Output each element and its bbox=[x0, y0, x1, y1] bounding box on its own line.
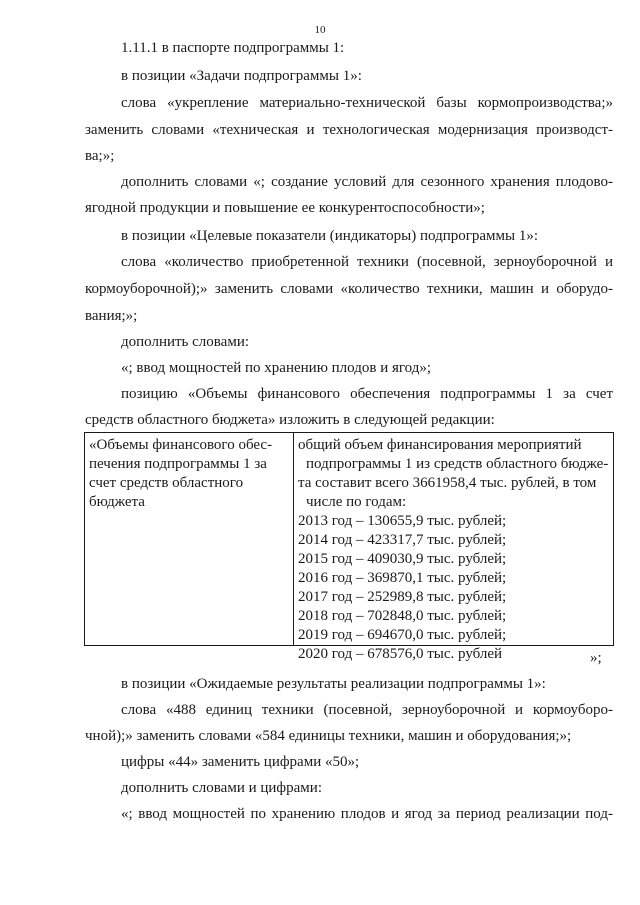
paragraph-line: чной);» заменить словами «584 единицы техники, машин и оборудования;»; bbox=[85, 728, 572, 744]
paragraph-line: слова «488 единиц техники (посевной, зерноуборочной и кормоуборо- bbox=[121, 702, 613, 718]
paragraph-line: средств областного бюджета» изложить в следующей редакции: bbox=[85, 412, 495, 428]
left-cell-line: счет средств областного bbox=[89, 475, 244, 491]
paragraph-line: в позиции «Ожидаемые результаты реализации подпрограммы 1»: bbox=[121, 676, 546, 692]
year-amount-line: 2014 год – 423317,7 тыс. рублей; bbox=[298, 532, 507, 548]
position-tasks-heading: в позиции «Задачи подпрограммы 1»: bbox=[121, 68, 362, 84]
paragraph-line: ягодной продукции и повышение ее конкурентоспособности»; bbox=[85, 200, 485, 216]
paragraph-line: кормоуборочной);» заменить словами «количество техники, машин и оборудо- bbox=[85, 281, 613, 297]
right-cell-line: общий объем финансирования мероприятий bbox=[298, 437, 582, 453]
paragraph-line: дополнить словами: bbox=[121, 334, 250, 350]
paragraph-line: ва;»; bbox=[85, 148, 115, 164]
year-amount-line: 2015 год – 409030,9 тыс. рублей; bbox=[298, 551, 507, 567]
paragraph-line: в позиции «Целевые показатели (индикаторы) подпрограммы 1»: bbox=[121, 228, 539, 244]
left-cell-line: «Объемы финансового обес- bbox=[89, 437, 273, 453]
paragraph-line: слова «количество приобретенной техники (посевной, зерноуборочной и bbox=[121, 254, 613, 270]
table-left-cell bbox=[89, 436, 289, 512]
right-cell-line: подпрограммы 1 из средств областного бюдже- bbox=[306, 456, 609, 472]
year-amount-line: 2016 год – 369870,1 тыс. рублей; bbox=[298, 570, 507, 586]
paragraph-line: вания;»; bbox=[85, 308, 138, 324]
paragraph-line: цифры «44» заменить цифрами «50»; bbox=[121, 754, 360, 770]
left-cell-line: печения подпрограммы 1 за bbox=[89, 456, 267, 472]
paragraph-line: «; ввод мощностей по хранению плодов и ягод»; bbox=[121, 360, 432, 376]
page-number: 10 bbox=[314, 24, 326, 36]
right-cell-line: числе по годам: bbox=[306, 494, 407, 510]
paragraph-line: позицию «Объемы финансового обеспечения подпрограммы 1 за счет bbox=[121, 386, 613, 402]
paragraph-line: заменить словами «техническая и технологическая модернизация производст- bbox=[85, 122, 613, 138]
section-heading: 1.11.1 в паспорте подпрограммы 1: bbox=[121, 40, 345, 56]
paragraph-line: дополнить словами и цифрами: bbox=[121, 780, 322, 796]
funding-table bbox=[84, 432, 614, 662]
year-amount-line: 2020 год – 678576,0 тыс. рублей bbox=[298, 646, 503, 662]
year-amount-line: 2013 год – 130655,9 тыс. рублей; bbox=[298, 513, 507, 529]
paragraph-line: дополнить словами «; создание условий для сезонного хранения плодово- bbox=[121, 174, 613, 190]
year-amount-line: 2018 год – 702848,0 тыс. рублей; bbox=[298, 608, 507, 624]
year-amount-line: 2019 год – 694670,0 тыс. рублей; bbox=[298, 627, 507, 643]
paragraph-line: слова «укрепление материально-технической базы кормопроизводства;» bbox=[121, 95, 613, 111]
right-cell-line: та составит всего 3661958,4 тыс. рублей, в том bbox=[298, 475, 597, 491]
table-divider bbox=[293, 433, 294, 645]
table-right-cell bbox=[298, 436, 610, 664]
year-amount-line: 2017 год – 252989,8 тыс. рублей; bbox=[298, 589, 507, 605]
closing-quote: »; bbox=[590, 650, 602, 666]
paragraph-line: «; ввод мощностей по хранению плодов и ягод за период реализации под- bbox=[121, 806, 613, 822]
left-cell-line: бюджета bbox=[89, 494, 145, 510]
